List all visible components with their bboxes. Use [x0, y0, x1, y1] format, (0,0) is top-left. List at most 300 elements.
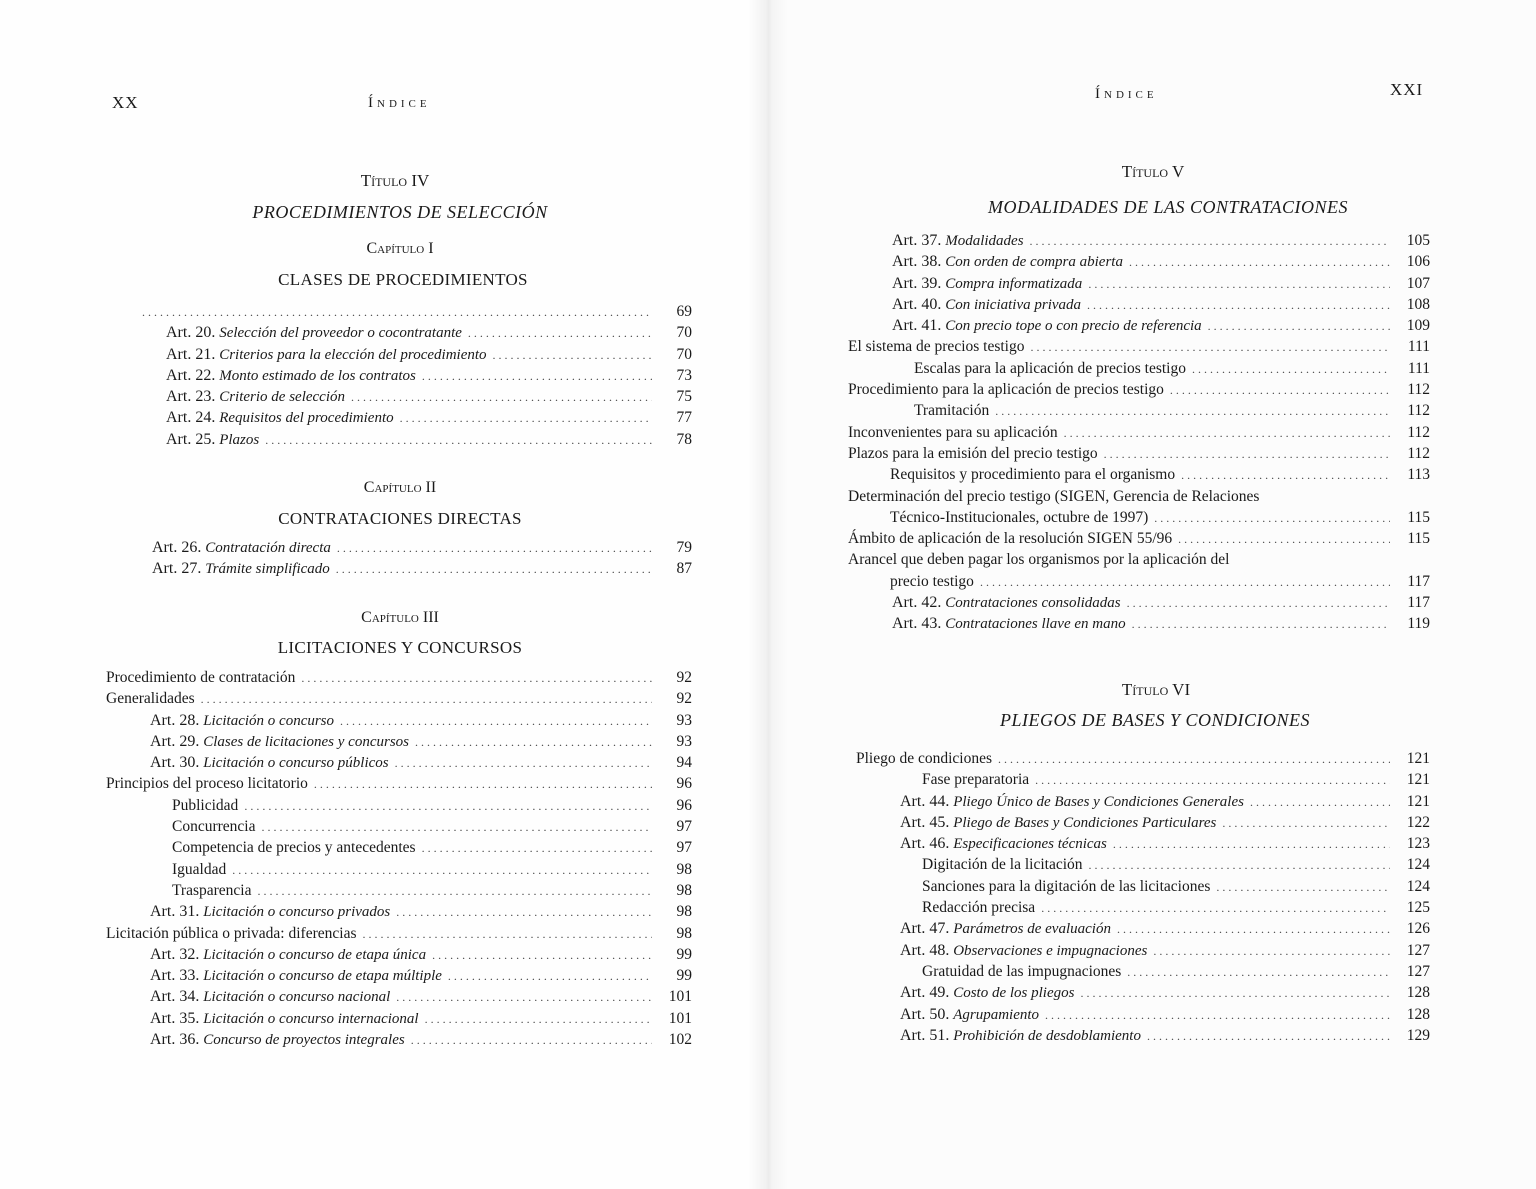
- page-ref: 112: [1407, 381, 1430, 399]
- section-title: Escalas para la aplicación de precios testigo: [914, 359, 1186, 377]
- page-ref: 124: [1406, 856, 1430, 874]
- section-title: Principios del proceso licitatorio: [106, 775, 308, 793]
- toc-entry: [106, 946, 692, 967]
- toc-entry-label: [172, 818, 256, 836]
- toc-entry: [856, 856, 1430, 877]
- article-title: Licitación o concurso privados: [203, 904, 391, 921]
- article-title: Requisitos del procedimiento: [219, 410, 394, 427]
- dot-leader: [1222, 816, 1390, 831]
- page-ref: 70: [676, 324, 692, 342]
- dot-leader: [415, 735, 652, 750]
- article-number: Art. 28.: [150, 711, 200, 729]
- toc-entry: [122, 409, 692, 430]
- article-title: Licitación o concurso internacional: [203, 1010, 419, 1027]
- article-number: Art. 39.: [892, 274, 942, 292]
- article-title: Licitación o concurso de etapa múltiple: [203, 968, 442, 985]
- dot-leader: [340, 714, 652, 729]
- toc-entry-label: [150, 1031, 405, 1049]
- article-title: Selección del proveedor o cocontratante: [219, 325, 462, 342]
- page-ref: 99: [676, 945, 692, 963]
- toc-entry: [848, 317, 1430, 338]
- toc-entry: [106, 861, 692, 882]
- toc-entry-label: [890, 466, 1175, 484]
- section-title: Pliego de condiciones: [856, 750, 993, 767]
- page-ref: 87: [676, 560, 692, 578]
- dot-leader: [425, 1012, 652, 1027]
- toc-entry-label: [890, 509, 1148, 527]
- article-title: Trámite simplificado: [205, 561, 330, 578]
- page-ref: 73: [676, 366, 692, 384]
- article-title: Contratación directa: [205, 540, 331, 556]
- section-title: Publicidad: [172, 796, 239, 814]
- section-title: Ámbito de aplicación de la resolución SIGEN 55/96: [848, 530, 1173, 548]
- page-number: XX: [112, 93, 139, 112]
- article-number: Art. 51.: [900, 1026, 950, 1044]
- toc-entry-label: [172, 861, 226, 879]
- page-ref: 128: [1406, 1005, 1430, 1023]
- dot-leader: [1117, 922, 1390, 937]
- toc-entry: [106, 1010, 692, 1031]
- toc-entry: [122, 431, 692, 452]
- article-number: Art. 50.: [900, 1005, 950, 1023]
- toc-titulo-5: [848, 232, 1430, 637]
- article-number: Art. 29.: [150, 732, 200, 750]
- toc-entry-label: [166, 346, 487, 364]
- toc-entry: [122, 346, 692, 367]
- toc-entry: [848, 573, 1430, 594]
- toc-entry: [122, 367, 692, 388]
- page-ref: 96: [676, 796, 692, 814]
- section-title: Procedimiento para la aplicación de precios testigo: [848, 381, 1164, 399]
- toc-entry-label: [848, 530, 1172, 548]
- toc-entry-label: [892, 232, 1024, 250]
- toc-entry-label: [166, 388, 345, 406]
- article-title: Pliego Único de Bases y Condiciones Generales: [953, 793, 1244, 810]
- page-ref: 126: [1406, 920, 1430, 938]
- toc-entry: [108, 539, 692, 560]
- toc-entry-label: [900, 920, 1111, 938]
- titulo-label: Título IV: [360, 171, 430, 190]
- dot-leader: [1192, 362, 1390, 377]
- page-ref: 69: [676, 303, 692, 320]
- dot-leader: [314, 777, 652, 792]
- dot-leader: [1129, 255, 1390, 270]
- page-ref: 78: [676, 430, 692, 448]
- dot-leader: [468, 326, 652, 341]
- section-title: Arancel que deben pagar los organismos por la aplicación del: [848, 551, 1230, 569]
- dot-leader: [351, 390, 652, 405]
- section-title: Concurrencia: [172, 818, 256, 836]
- article-title: Modalidades: [945, 233, 1024, 249]
- toc-entry-label: [152, 560, 330, 578]
- toc-entry: [122, 388, 692, 409]
- titulo-heading: PROCEDIMIENTOS DE SELECCIÓN: [252, 202, 548, 222]
- article-number: Art. 20.: [166, 324, 216, 342]
- page-ref: 101: [668, 1009, 692, 1027]
- article-number: Art. 26.: [152, 539, 202, 556]
- chapter-heading: CLASES DE PROCEDIMIENTOS: [278, 270, 528, 289]
- page-ref: 112: [1407, 402, 1430, 420]
- toc-entry-label: [166, 431, 259, 449]
- dot-leader: [265, 433, 652, 448]
- dot-leader: [362, 927, 652, 942]
- toc-entry: [848, 530, 1430, 551]
- article-number: Art. 24.: [166, 409, 216, 427]
- toc-entry-label: [150, 903, 390, 921]
- section-title: Determinación del precio testigo (SIGEN, Gerencia de Relaciones: [848, 487, 1260, 505]
- dot-leader: [1132, 617, 1390, 632]
- page-ref: 97: [676, 839, 692, 857]
- toc-entry-label: [848, 488, 1259, 506]
- article-title: Plazos: [219, 431, 260, 448]
- article-number: Art. 47.: [900, 920, 950, 938]
- article-title: Costo de los pliegos: [953, 985, 1075, 1002]
- toc-chapter-3: [106, 669, 692, 1052]
- page-ref: 96: [676, 775, 692, 793]
- toc-entry-label: [150, 967, 442, 985]
- toc-entry: [856, 942, 1430, 963]
- toc-entry: [848, 381, 1430, 402]
- toc-entry: [856, 878, 1430, 899]
- toc-titulo-6: [856, 750, 1430, 1048]
- page-ref: 113: [1407, 466, 1430, 484]
- dot-leader: [1080, 986, 1390, 1001]
- dot-leader: [1045, 1008, 1390, 1023]
- article-title: Compra informatizada: [945, 275, 1083, 292]
- page-ref: 127: [1406, 941, 1430, 959]
- toc-entry-label: [172, 839, 416, 857]
- dot-leader: [336, 562, 652, 577]
- section-title: Tramitación: [914, 402, 990, 420]
- dot-leader: [262, 820, 653, 835]
- dot-leader: [1030, 234, 1390, 249]
- article-number: Art. 27.: [152, 560, 202, 578]
- page-ref: 102: [668, 1031, 692, 1049]
- toc-entry: [848, 402, 1430, 423]
- page-ref: 125: [1406, 899, 1430, 917]
- toc-entry-label: [172, 797, 238, 815]
- article-number: Art. 25.: [166, 430, 216, 448]
- article-number: Art. 33.: [150, 967, 200, 985]
- toc-entry-label: [892, 253, 1123, 271]
- toc-entry: [848, 466, 1430, 487]
- page-ref: 98: [676, 860, 692, 878]
- dot-leader: [1035, 773, 1390, 788]
- page-ref: 129: [1406, 1026, 1430, 1044]
- toc-entry-label: [892, 317, 1202, 335]
- titulo-label: Título V: [1121, 162, 1185, 181]
- dot-leader: [1181, 468, 1390, 483]
- article-title: Con orden de compra abierta: [945, 254, 1123, 271]
- toc-entry-label: [892, 296, 1081, 314]
- section-title: Gratuidad de las impugnaciones: [922, 962, 1122, 980]
- toc-entry: [106, 669, 692, 690]
- dot-leader: [432, 948, 652, 963]
- page-ref: 77: [676, 409, 692, 427]
- toc-entry-label: [890, 573, 974, 591]
- toc-entry: [848, 253, 1430, 274]
- toc-entry: [106, 988, 692, 1009]
- page-ref: 93: [676, 711, 692, 729]
- article-number: Art. 36.: [150, 1031, 200, 1049]
- toc-entry-label: [922, 856, 1083, 874]
- titulo-label: Título VI: [1121, 680, 1191, 699]
- section-title: Digitación de la licitación: [922, 856, 1083, 874]
- toc-entry-label: [900, 814, 1216, 832]
- dot-leader: [1104, 447, 1390, 462]
- page-ref: 70: [676, 345, 692, 363]
- toc-entry-label: [150, 988, 390, 1006]
- dot-leader: [1147, 1029, 1390, 1044]
- article-title: Concurso de proyectos integrales: [203, 1032, 405, 1049]
- section-title: Competencia de precios y antecedentes: [172, 839, 416, 857]
- section-title: Licitación pública o privada: diferencias: [106, 924, 357, 942]
- section-title: Sanciones para la digitación de las licitaciones: [922, 877, 1211, 895]
- page-ref: 93: [676, 732, 692, 750]
- dot-leader: [422, 369, 652, 384]
- page-ref: 121: [1406, 750, 1430, 767]
- article-number: Art. 37.: [892, 232, 942, 249]
- article-title: Criterio de selección: [219, 389, 346, 406]
- dot-leader: [1127, 965, 1390, 980]
- dot-leader: [1064, 426, 1390, 441]
- page-ref: 124: [1406, 877, 1430, 895]
- article-title: Agrupamiento: [953, 1006, 1040, 1023]
- toc-entry-label: [922, 899, 1035, 917]
- toc-entry: [856, 793, 1430, 814]
- dot-leader: [448, 969, 652, 984]
- toc-entry: [856, 814, 1430, 835]
- section-title: precio testigo: [890, 572, 974, 590]
- dot-leader: [1178, 532, 1390, 547]
- dot-leader: [422, 841, 652, 856]
- article-number: Art. 46.: [900, 835, 950, 853]
- toc-entry-label: [166, 324, 462, 342]
- toc-entry-label: [150, 733, 409, 751]
- toc-entry-label: [150, 754, 389, 772]
- dot-leader: [998, 752, 1390, 767]
- toc-entry-label: [152, 539, 331, 557]
- dot-leader: [1113, 837, 1390, 852]
- toc-entry: [848, 594, 1430, 615]
- toc-entry: [106, 882, 692, 903]
- page-ref: 127: [1406, 962, 1430, 980]
- right-page: [768, 0, 1536, 1189]
- page-ref: 122: [1406, 813, 1430, 831]
- toc-entry: [848, 338, 1430, 359]
- toc-entry-label: [914, 360, 1186, 378]
- toc-entry: [856, 771, 1430, 792]
- section-title: Técnico-Institucionales, octubre de 1997): [890, 508, 1149, 526]
- toc-entry: [108, 560, 692, 581]
- section-title: Fase preparatoria: [922, 771, 1030, 789]
- toc-entry-label: [172, 882, 251, 900]
- toc-entry-label: [848, 381, 1164, 399]
- article-number: Art. 48.: [900, 941, 950, 959]
- article-number: Art. 41.: [892, 317, 942, 335]
- chapter-heading: CONTRATACIONES DIRECTAS: [278, 509, 522, 528]
- running-head: Índice: [368, 95, 431, 111]
- page-ref: 119: [1407, 615, 1430, 633]
- dot-leader: [1031, 340, 1391, 355]
- toc-entry: [848, 488, 1430, 509]
- dot-leader: [244, 799, 652, 814]
- section-title: Plazos para la emisión del precio testigo: [848, 444, 1098, 462]
- page-ref: 105: [1406, 232, 1430, 249]
- toc-entry-label: [892, 594, 1121, 612]
- toc-entry: [122, 324, 692, 345]
- toc-entry: [848, 275, 1430, 296]
- article-number: Art. 23.: [166, 388, 216, 406]
- section-title: Trasparencia: [172, 881, 252, 899]
- page-ref: 98: [676, 903, 692, 921]
- dot-leader: [411, 1033, 652, 1048]
- toc-entry-label: [900, 1027, 1141, 1045]
- dot-leader: [1208, 319, 1390, 334]
- page-ref: 98: [676, 881, 692, 899]
- page-ref: 107: [1406, 274, 1430, 292]
- page-ref: 112: [1407, 423, 1430, 441]
- page-ref: 106: [1406, 253, 1430, 271]
- toc-entry: [848, 445, 1430, 466]
- page-ref: 111: [1407, 338, 1430, 356]
- page-ref: 117: [1407, 594, 1430, 612]
- page-ref: 79: [676, 539, 692, 556]
- toc-entry: [106, 839, 692, 860]
- toc-entry-label: [900, 793, 1244, 811]
- toc-entry: [856, 920, 1430, 941]
- dot-leader: [1153, 944, 1390, 959]
- article-title: Clases de licitaciones y concursos: [203, 733, 409, 750]
- chapter-label: Capítulo II: [363, 479, 437, 496]
- article-title: Criterios para la elección del procedimiento: [219, 346, 487, 363]
- toc-entry: [106, 733, 692, 754]
- dot-leader: [396, 990, 652, 1005]
- dot-leader: [1127, 596, 1390, 611]
- dot-leader: [995, 404, 1390, 419]
- section-title: Procedimiento de contratación: [106, 669, 296, 686]
- article-title: Observaciones e impugnaciones: [953, 942, 1148, 959]
- toc-entry-label: [900, 942, 1147, 960]
- toc-entry-label: [922, 963, 1121, 981]
- article-number: Art. 44.: [900, 792, 950, 810]
- dot-leader: [493, 348, 652, 363]
- article-title: Licitación o concurso nacional: [203, 989, 391, 1006]
- toc-entry: [106, 1031, 692, 1052]
- toc-entry-label: [166, 367, 416, 385]
- toc-entry: [848, 551, 1430, 572]
- toc-entry: [856, 750, 1430, 771]
- article-number: Art. 45.: [900, 813, 950, 831]
- toc-entry-label: [150, 712, 334, 730]
- toc-entry-label: [900, 984, 1074, 1002]
- toc-entry-label: [106, 775, 308, 793]
- dot-leader: [1041, 901, 1390, 916]
- article-title: Pliego de Bases y Condiciones Particulares: [953, 814, 1217, 831]
- page-ref: 112: [1407, 444, 1430, 462]
- page-ref: 111: [1407, 359, 1430, 377]
- toc-entry-label: [900, 835, 1107, 853]
- article-number: Art. 34.: [150, 988, 200, 1006]
- toc-entry-label: [922, 771, 1029, 789]
- toc-entry: [106, 754, 692, 775]
- toc-entry-label: [106, 690, 195, 708]
- toc-entry-label: [900, 1006, 1039, 1024]
- page-ref: 109: [1406, 317, 1430, 335]
- toc-entry: [848, 232, 1430, 253]
- dot-leader: [301, 671, 652, 686]
- article-title: Licitación o concurso públicos: [203, 755, 389, 772]
- toc-entry: [106, 925, 692, 946]
- page-ref: 128: [1406, 984, 1430, 1002]
- toc-entry: [856, 835, 1430, 856]
- article-title: Con iniciativa privada: [945, 296, 1082, 313]
- article-title: Contrataciones llave en mano: [945, 616, 1126, 633]
- page-ref: 99: [676, 967, 692, 985]
- toc-entry: [106, 967, 692, 988]
- section-title: Generalidades: [106, 690, 195, 708]
- toc-entry: [856, 963, 1430, 984]
- dot-leader: [232, 863, 652, 878]
- toc-entry: [106, 797, 692, 818]
- article-number: Art. 30.: [150, 754, 200, 772]
- toc-entry: [848, 360, 1430, 381]
- toc-chapter-1: [122, 303, 692, 452]
- article-title: Con precio tope o con precio de referencia: [945, 318, 1202, 335]
- toc-entry-label: [150, 1010, 419, 1028]
- dot-leader: [337, 541, 652, 556]
- page-ref: 92: [676, 690, 692, 708]
- toc-entry-label: [892, 615, 1126, 633]
- chapter-label: Capítulo III: [361, 609, 439, 626]
- page-ref: 108: [1406, 295, 1430, 313]
- toc-entry: [106, 818, 692, 839]
- toc-entry: [106, 690, 692, 711]
- dot-leader: [980, 575, 1390, 590]
- page-ref: 117: [1407, 572, 1430, 590]
- chapter-heading: LICITACIONES Y CONCURSOS: [277, 638, 523, 657]
- toc-entry-label: [848, 424, 1058, 442]
- article-title: Licitación o concurso de etapa única: [203, 946, 427, 963]
- section-title: Requisitos y procedimiento para el organismo: [890, 466, 1176, 484]
- article-number: Art. 43.: [892, 615, 942, 633]
- article-number: Art. 35.: [150, 1009, 200, 1027]
- article-number: Art. 21.: [166, 345, 216, 363]
- article-number: Art. 22.: [166, 366, 216, 384]
- page-ref: 94: [676, 754, 692, 772]
- running-head: Índice: [1095, 86, 1158, 102]
- toc-entry: [106, 712, 692, 733]
- toc-entry-label: [856, 750, 992, 768]
- article-number: Art. 40.: [892, 295, 942, 313]
- toc-entry: [856, 984, 1430, 1005]
- article-number: Art. 32.: [150, 945, 200, 963]
- section-title: El sistema de precios testigo: [848, 338, 1025, 356]
- toc-chapter-2: [108, 539, 692, 582]
- article-title: Licitación o concurso: [203, 712, 335, 729]
- dot-leader: [1154, 511, 1390, 526]
- article-number: Art. 49.: [900, 984, 950, 1002]
- dot-leader: [201, 692, 652, 707]
- toc-entry: [848, 296, 1430, 317]
- toc-entry: [848, 509, 1430, 530]
- page-number: XXI: [1390, 80, 1424, 99]
- dot-leader: [1088, 277, 1390, 292]
- page-ref: 92: [676, 669, 692, 686]
- article-title: Contrataciones consolidadas: [945, 595, 1121, 612]
- titulo-heading: MODALIDADES DE LAS CONTRATACIONES: [988, 197, 1348, 217]
- toc-entry: [856, 1027, 1430, 1048]
